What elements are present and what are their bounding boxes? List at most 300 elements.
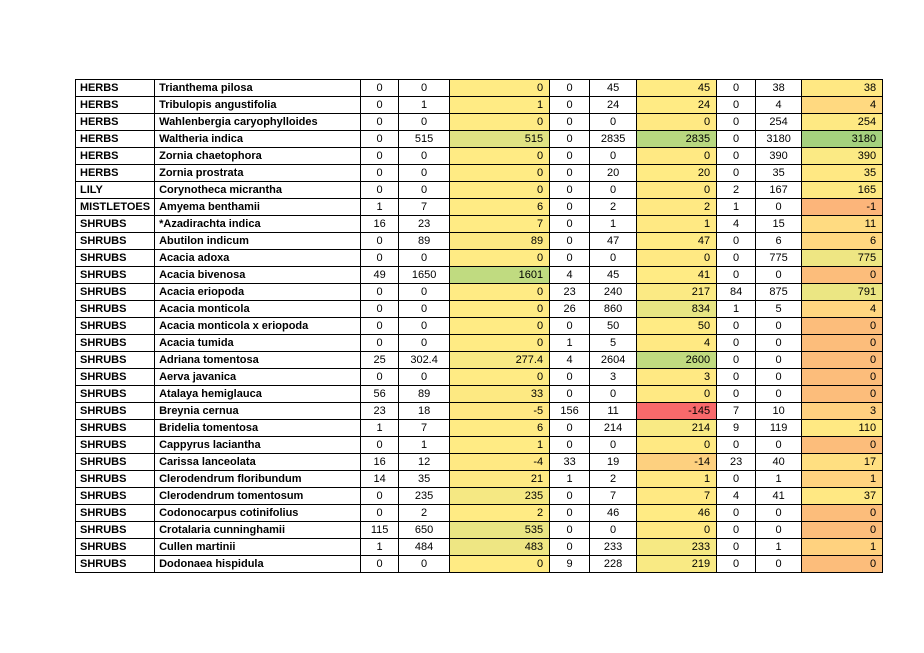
count-cell: 1 [550, 471, 590, 488]
count-cell: 0 [717, 131, 756, 148]
difference-cell: 2835 [637, 131, 717, 148]
count-cell: 0 [550, 437, 590, 454]
difference-cell: 6 [450, 420, 550, 437]
difference-cell: 0 [450, 250, 550, 267]
count-cell: 18 [399, 403, 450, 420]
table-row [76, 505, 883, 522]
category-cell: SHRUBS [76, 318, 155, 335]
count-cell: 7 [399, 420, 450, 437]
species-cell: Acacia tumida [155, 335, 361, 352]
table-row [76, 454, 883, 471]
count-cell: 0 [361, 250, 399, 267]
count-cell: 0 [756, 318, 802, 335]
count-cell: 0 [717, 267, 756, 284]
count-cell: 156 [550, 403, 590, 420]
count-cell: 1 [399, 437, 450, 454]
difference-cell: 0 [637, 182, 717, 199]
count-cell: 7 [399, 199, 450, 216]
difference-cell: 0 [802, 352, 883, 369]
species-cell: Breynia cernua [155, 403, 361, 420]
count-cell: 35 [399, 471, 450, 488]
count-cell: 2 [590, 199, 637, 216]
difference-cell: -145 [637, 403, 717, 420]
count-cell: 1650 [399, 267, 450, 284]
count-cell: 15 [756, 216, 802, 233]
table-row [76, 335, 883, 352]
count-cell: 0 [717, 318, 756, 335]
difference-cell: 0 [450, 165, 550, 182]
difference-cell: 46 [637, 505, 717, 522]
difference-cell: 0 [802, 437, 883, 454]
category-cell: SHRUBS [76, 403, 155, 420]
count-cell: 0 [361, 437, 399, 454]
count-cell: 228 [590, 556, 637, 573]
count-cell: 875 [756, 284, 802, 301]
count-cell: 0 [756, 335, 802, 352]
species-cell: Corynotheca micrantha [155, 182, 361, 199]
count-cell: 0 [399, 80, 450, 97]
difference-cell: 2 [450, 505, 550, 522]
difference-cell: 7 [450, 216, 550, 233]
difference-cell: 35 [802, 165, 883, 182]
count-cell: 0 [399, 318, 450, 335]
count-cell: 46 [590, 505, 637, 522]
count-cell: 0 [361, 335, 399, 352]
difference-cell: 775 [802, 250, 883, 267]
count-cell: 235 [399, 488, 450, 505]
species-cell: Wahlenbergia caryophylloides [155, 114, 361, 131]
count-cell: 0 [550, 216, 590, 233]
species-cell: Carissa lanceolata [155, 454, 361, 471]
count-cell: 0 [756, 369, 802, 386]
category-cell: HERBS [76, 148, 155, 165]
count-cell: 0 [361, 318, 399, 335]
count-cell: 4 [756, 97, 802, 114]
count-cell: 0 [399, 335, 450, 352]
count-cell: 2 [717, 182, 756, 199]
count-cell: 0 [550, 505, 590, 522]
count-cell: 1 [717, 301, 756, 318]
count-cell: 2604 [590, 352, 637, 369]
count-cell: 1 [361, 199, 399, 216]
count-cell: 23 [717, 454, 756, 471]
count-cell: 3180 [756, 131, 802, 148]
count-cell: 1 [399, 97, 450, 114]
count-cell: 214 [590, 420, 637, 437]
species-cell: Zornia prostrata [155, 165, 361, 182]
count-cell: 0 [361, 114, 399, 131]
count-cell: 0 [399, 182, 450, 199]
species-cell: Crotalaria cunninghamii [155, 522, 361, 539]
count-cell: 0 [550, 233, 590, 250]
difference-cell: 3 [637, 369, 717, 386]
count-cell: 0 [717, 471, 756, 488]
count-cell: 26 [550, 301, 590, 318]
count-cell: 0 [550, 114, 590, 131]
difference-cell: 0 [802, 556, 883, 573]
table-row [76, 386, 883, 403]
count-cell: 14 [361, 471, 399, 488]
table-row [76, 114, 883, 131]
count-cell: 4 [550, 267, 590, 284]
count-cell: 10 [756, 403, 802, 420]
difference-cell: 20 [637, 165, 717, 182]
count-cell: 0 [361, 488, 399, 505]
difference-cell: 834 [637, 301, 717, 318]
count-cell: 0 [590, 182, 637, 199]
species-cell: Cappyrus laciantha [155, 437, 361, 454]
count-cell: 0 [361, 369, 399, 386]
count-cell: 0 [590, 386, 637, 403]
table-row [76, 131, 883, 148]
difference-cell: -5 [450, 403, 550, 420]
count-cell: 19 [590, 454, 637, 471]
difference-cell: 6 [450, 199, 550, 216]
count-cell: 50 [590, 318, 637, 335]
category-cell: SHRUBS [76, 556, 155, 573]
count-cell: 3 [590, 369, 637, 386]
species-cell: Clerodendrum floribundum [155, 471, 361, 488]
category-cell: SHRUBS [76, 488, 155, 505]
count-cell: 11 [590, 403, 637, 420]
difference-cell: 3 [802, 403, 883, 420]
species-cell: Waltheria indica [155, 131, 361, 148]
difference-cell: 535 [450, 522, 550, 539]
count-cell: 650 [399, 522, 450, 539]
difference-cell: 0 [802, 522, 883, 539]
count-cell: 0 [550, 165, 590, 182]
count-cell: 7 [590, 488, 637, 505]
species-cell: Adriana tomentosa [155, 352, 361, 369]
difference-cell: 38 [802, 80, 883, 97]
count-cell: 0 [590, 114, 637, 131]
table-row [76, 539, 883, 556]
difference-cell: 0 [802, 335, 883, 352]
count-cell: 25 [361, 352, 399, 369]
count-cell: 0 [361, 301, 399, 318]
difference-cell: 483 [450, 539, 550, 556]
count-cell: 0 [550, 420, 590, 437]
count-cell: 0 [361, 80, 399, 97]
count-cell: 0 [399, 114, 450, 131]
category-cell: SHRUBS [76, 505, 155, 522]
count-cell: 0 [717, 386, 756, 403]
count-cell: 0 [717, 556, 756, 573]
count-cell: 89 [399, 386, 450, 403]
count-cell: 0 [550, 131, 590, 148]
count-cell: 0 [717, 165, 756, 182]
count-cell: 0 [361, 131, 399, 148]
category-cell: SHRUBS [76, 437, 155, 454]
table-row [76, 216, 883, 233]
count-cell: 0 [756, 556, 802, 573]
species-cell: Amyema benthamii [155, 199, 361, 216]
difference-cell: 0 [450, 148, 550, 165]
count-cell: 0 [756, 505, 802, 522]
category-cell: SHRUBS [76, 471, 155, 488]
category-cell: SHRUBS [76, 267, 155, 284]
count-cell: 0 [550, 182, 590, 199]
count-cell: 0 [399, 284, 450, 301]
count-cell: 6 [756, 233, 802, 250]
difference-cell: 515 [450, 131, 550, 148]
difference-cell: 0 [450, 114, 550, 131]
count-cell: 0 [717, 352, 756, 369]
count-cell: 0 [717, 522, 756, 539]
count-cell: 49 [361, 267, 399, 284]
count-cell: 0 [550, 318, 590, 335]
count-cell: 1 [717, 199, 756, 216]
category-cell: HERBS [76, 165, 155, 182]
table-row [76, 199, 883, 216]
species-cell: Abutilon indicum [155, 233, 361, 250]
table-row [76, 488, 883, 505]
difference-cell: 0 [802, 267, 883, 284]
count-cell: 2 [590, 471, 637, 488]
count-cell: 45 [590, 80, 637, 97]
count-cell: 860 [590, 301, 637, 318]
count-cell: 9 [550, 556, 590, 573]
count-cell: 1 [590, 216, 637, 233]
count-cell: 40 [756, 454, 802, 471]
difference-cell: 45 [637, 80, 717, 97]
difference-cell: 254 [802, 114, 883, 131]
count-cell: 2 [399, 505, 450, 522]
species-cell: Zornia chaetophora [155, 148, 361, 165]
difference-cell: 37 [802, 488, 883, 505]
count-cell: 0 [399, 148, 450, 165]
difference-cell: 214 [637, 420, 717, 437]
difference-cell: 0 [450, 335, 550, 352]
difference-cell: 7 [637, 488, 717, 505]
count-cell: 0 [399, 250, 450, 267]
count-cell: 0 [756, 199, 802, 216]
difference-cell: 3180 [802, 131, 883, 148]
table-row [76, 522, 883, 539]
category-cell: HERBS [76, 80, 155, 97]
count-cell: 0 [756, 352, 802, 369]
count-cell: 23 [361, 403, 399, 420]
table-row [76, 403, 883, 420]
count-cell: 1 [361, 539, 399, 556]
count-cell: 0 [717, 148, 756, 165]
table-row [76, 284, 883, 301]
difference-cell: 4 [802, 301, 883, 318]
difference-cell: 1 [450, 437, 550, 454]
count-cell: 0 [361, 165, 399, 182]
count-cell: 84 [717, 284, 756, 301]
difference-cell: -14 [637, 454, 717, 471]
difference-cell: 33 [450, 386, 550, 403]
table-row [76, 250, 883, 267]
species-cell: Atalaya hemiglauca [155, 386, 361, 403]
count-cell: 0 [550, 369, 590, 386]
count-cell: 0 [361, 97, 399, 114]
difference-cell: 4 [637, 335, 717, 352]
difference-cell: 219 [637, 556, 717, 573]
difference-cell: 4 [802, 97, 883, 114]
difference-cell: 0 [802, 369, 883, 386]
table-row [76, 318, 883, 335]
count-cell: 23 [399, 216, 450, 233]
count-cell: 240 [590, 284, 637, 301]
species-cell: Acacia adoxa [155, 250, 361, 267]
count-cell: 0 [361, 182, 399, 199]
table-row [76, 148, 883, 165]
table-row [76, 97, 883, 114]
table-row [76, 352, 883, 369]
count-cell: 0 [590, 437, 637, 454]
species-cell: *Azadirachta indica [155, 216, 361, 233]
category-cell: SHRUBS [76, 233, 155, 250]
count-cell: 0 [756, 522, 802, 539]
count-cell: 89 [399, 233, 450, 250]
difference-cell: 17 [802, 454, 883, 471]
species-cell: Cullen martinii [155, 539, 361, 556]
category-cell: MISTLETOES [76, 199, 155, 216]
difference-cell: 0 [637, 386, 717, 403]
table-row [76, 420, 883, 437]
count-cell: 1 [550, 335, 590, 352]
count-cell: 0 [550, 488, 590, 505]
count-cell: 119 [756, 420, 802, 437]
count-cell: 0 [550, 148, 590, 165]
difference-cell: 0 [802, 318, 883, 335]
table-row [76, 182, 883, 199]
count-cell: 0 [361, 284, 399, 301]
count-cell: 233 [590, 539, 637, 556]
category-cell: SHRUBS [76, 216, 155, 233]
species-cell: Aerva javanica [155, 369, 361, 386]
difference-cell: 0 [637, 437, 717, 454]
table-row [76, 369, 883, 386]
category-cell: SHRUBS [76, 420, 155, 437]
species-cell: Trianthema pilosa [155, 80, 361, 97]
count-cell: 0 [399, 301, 450, 318]
difference-cell: 47 [637, 233, 717, 250]
count-cell: 12 [399, 454, 450, 471]
difference-cell: 0 [450, 369, 550, 386]
table-row [76, 471, 883, 488]
category-cell: SHRUBS [76, 301, 155, 318]
difference-cell: 0 [450, 318, 550, 335]
difference-cell: 235 [450, 488, 550, 505]
table-row [76, 267, 883, 284]
species-cell: Acacia bivenosa [155, 267, 361, 284]
count-cell: 0 [550, 97, 590, 114]
difference-cell: 0 [802, 505, 883, 522]
difference-cell: 0 [450, 556, 550, 573]
count-cell: 0 [361, 556, 399, 573]
table-row [76, 301, 883, 318]
species-cell: Acacia monticola x eriopoda [155, 318, 361, 335]
difference-cell: 1 [637, 471, 717, 488]
difference-cell: 1 [802, 539, 883, 556]
count-cell: 0 [756, 267, 802, 284]
difference-cell: 0 [450, 301, 550, 318]
count-cell: 24 [590, 97, 637, 114]
count-cell: 4 [717, 488, 756, 505]
difference-cell: 791 [802, 284, 883, 301]
species-cell: Bridelia tomentosa [155, 420, 361, 437]
difference-cell: 1 [802, 471, 883, 488]
difference-cell: 233 [637, 539, 717, 556]
difference-cell: 217 [637, 284, 717, 301]
count-cell: 302.4 [399, 352, 450, 369]
count-cell: 4 [550, 352, 590, 369]
category-cell: HERBS [76, 131, 155, 148]
difference-cell: 165 [802, 182, 883, 199]
count-cell: 1 [361, 420, 399, 437]
difference-cell: 0 [637, 148, 717, 165]
difference-cell: 1601 [450, 267, 550, 284]
count-cell: 167 [756, 182, 802, 199]
count-cell: 0 [550, 199, 590, 216]
count-cell: 0 [590, 250, 637, 267]
table-row [76, 556, 883, 573]
count-cell: 5 [756, 301, 802, 318]
difference-cell: 50 [637, 318, 717, 335]
count-cell: 775 [756, 250, 802, 267]
difference-cell: 1 [450, 97, 550, 114]
count-cell: 0 [756, 386, 802, 403]
count-cell: 0 [590, 148, 637, 165]
difference-cell: 24 [637, 97, 717, 114]
difference-cell: -4 [450, 454, 550, 471]
difference-cell: 0 [637, 250, 717, 267]
difference-cell: 277.4 [450, 352, 550, 369]
difference-cell: 390 [802, 148, 883, 165]
count-cell: 0 [361, 233, 399, 250]
category-cell: SHRUBS [76, 454, 155, 471]
difference-cell: 6 [802, 233, 883, 250]
count-cell: 0 [590, 522, 637, 539]
difference-cell: 2600 [637, 352, 717, 369]
species-cell: Tribulopis angustifolia [155, 97, 361, 114]
count-cell: 5 [590, 335, 637, 352]
category-cell: SHRUBS [76, 386, 155, 403]
count-cell: 0 [550, 386, 590, 403]
count-cell: 2835 [590, 131, 637, 148]
count-cell: 38 [756, 80, 802, 97]
difference-cell: 21 [450, 471, 550, 488]
count-cell: 23 [550, 284, 590, 301]
difference-cell: 41 [637, 267, 717, 284]
count-cell: 0 [361, 148, 399, 165]
difference-cell: 0 [450, 80, 550, 97]
species-cell: Acacia monticola [155, 301, 361, 318]
difference-cell: 1 [637, 216, 717, 233]
species-cell: Clerodendrum tomentosum [155, 488, 361, 505]
count-cell: 16 [361, 454, 399, 471]
count-cell: 9 [717, 420, 756, 437]
count-cell: 0 [756, 437, 802, 454]
difference-cell: 2 [637, 199, 717, 216]
category-cell: LILY [76, 182, 155, 199]
count-cell: 35 [756, 165, 802, 182]
difference-cell: 110 [802, 420, 883, 437]
count-cell: 1 [756, 539, 802, 556]
count-cell: 390 [756, 148, 802, 165]
difference-cell: 0 [450, 284, 550, 301]
count-cell: 0 [399, 556, 450, 573]
difference-cell: -1 [802, 199, 883, 216]
count-cell: 1 [756, 471, 802, 488]
table-row [76, 80, 883, 97]
species-cell: Acacia eriopoda [155, 284, 361, 301]
species-count-table [75, 79, 883, 573]
species-cell: Dodonaea hispidula [155, 556, 361, 573]
